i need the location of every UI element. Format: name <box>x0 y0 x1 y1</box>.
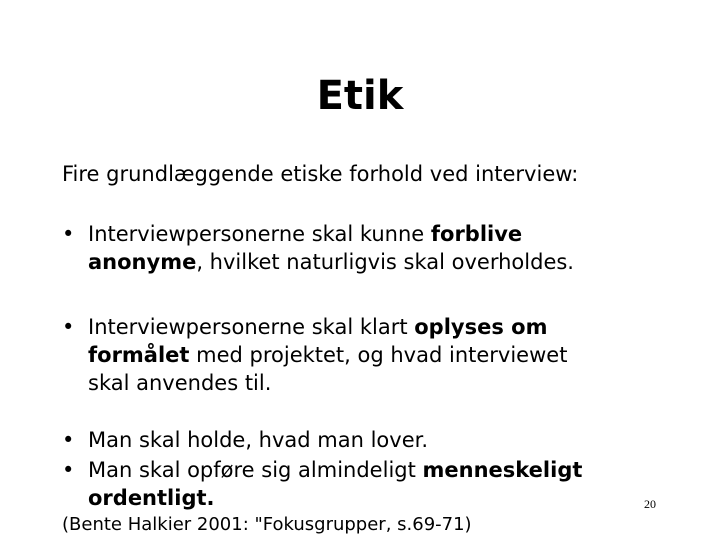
bullet-line <box>88 248 688 276</box>
bullet-marker: • <box>62 428 75 452</box>
text-run: Interviewpersonerne skal klart <box>88 315 415 339</box>
text-run: skal anvendes til. <box>88 371 272 395</box>
bullet-line <box>88 456 688 484</box>
bullet-text <box>88 220 688 276</box>
text-run: Man skal holde, hvad man lover. <box>88 428 429 452</box>
bullet-marker: • <box>62 458 75 482</box>
bold-text: formålet <box>88 343 190 367</box>
slide-title: Etik <box>316 73 404 119</box>
text-run: , hvilket naturligvis skal overholdes. <box>196 250 574 274</box>
bullet-line <box>88 369 688 397</box>
bullet-marker: • <box>62 315 75 339</box>
bullet-line <box>88 341 688 369</box>
bullet-item <box>62 313 688 397</box>
bold-text: forblive <box>430 222 523 246</box>
bold-text: ordentligt. <box>88 486 215 510</box>
text-run: Interviewpersonerne skal kunne <box>88 222 431 246</box>
bullet-marker: • <box>62 222 75 246</box>
text-run: med projektet, og hvad interviewet <box>189 343 568 367</box>
bullet-item <box>62 220 688 276</box>
bold-text: anonyme <box>88 250 197 274</box>
bullet-line <box>88 426 688 454</box>
bullet-line <box>88 220 688 248</box>
intro-text: Fire grundlæggende etiske forhold ved interview: <box>62 162 579 186</box>
bullet-line <box>88 313 688 341</box>
text-run: Man skal opføre sig almindeligt <box>88 458 423 482</box>
bullet-text <box>88 426 688 454</box>
bullet-text <box>88 313 688 397</box>
citation: (Bente Halkier 2001: "Fokusgrupper, s.69-71) <box>62 514 472 535</box>
bullet-text <box>88 456 688 512</box>
bold-text: oplyses om <box>414 315 548 339</box>
bold-text: menneskeligt <box>422 458 583 482</box>
page-number: 20 <box>644 497 656 511</box>
bullet-item <box>62 426 688 454</box>
bullet-line <box>88 484 688 512</box>
bullet-item <box>62 456 688 512</box>
